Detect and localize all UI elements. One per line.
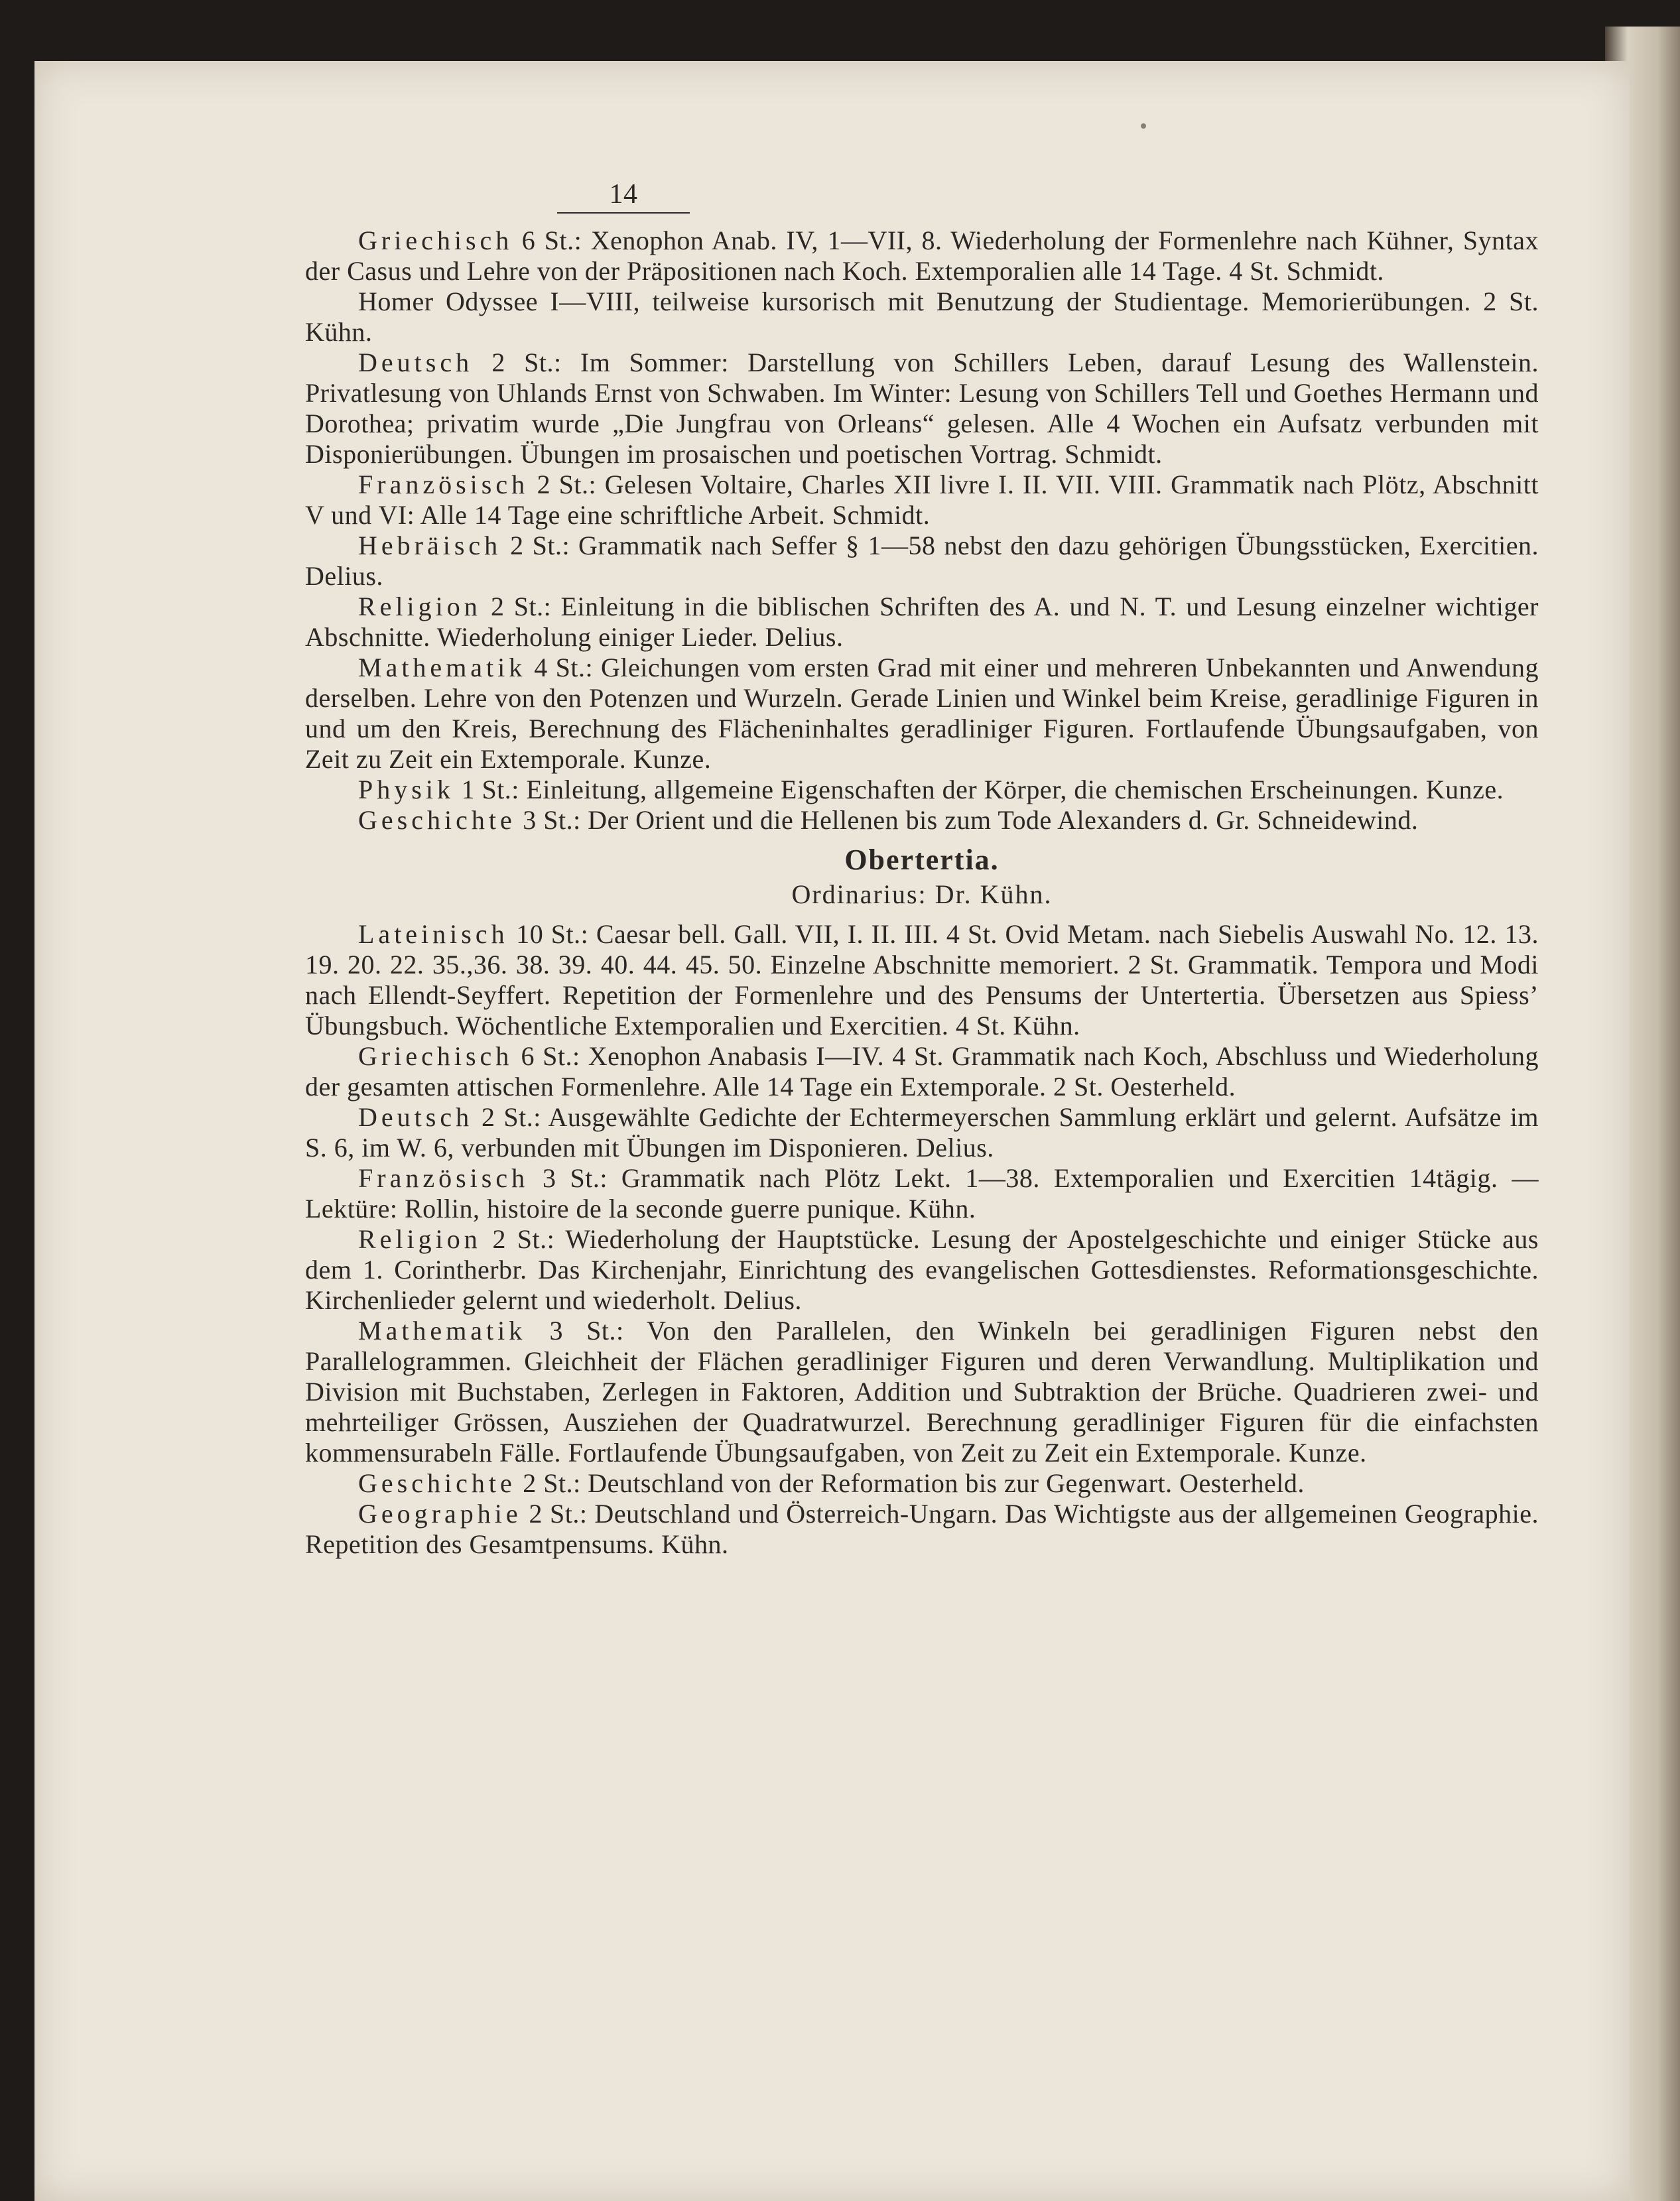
paragraph-griechisch — [305, 1041, 1539, 1102]
subject-label: Französisch — [358, 470, 529, 499]
subject-label: Mathematik — [358, 1316, 527, 1346]
paragraph-text: 2 St.: Deutschland von der Reformation bis zur Gegenwart. Oesterheld. — [515, 1468, 1305, 1498]
paragraph-religion — [305, 592, 1539, 653]
paragraph-text: 2 St.: Einleitung in die biblischen Schriften des A. und N. T. und Lesung einzelner wichtiger Abschnitte. Wiederholung einiger Lieder. Delius. — [305, 592, 1539, 652]
paragraph-text: 2 St.: Deutschland und Österreich-Ungarn. Das Wichtigste aus der allgemeinen Geographie. Repetition des Gesamtpensums. Kühn. — [305, 1499, 1539, 1559]
paragraph-text: 1 St.: Einleitung, allgemeine Eigenschaften der Körper, die chemischen Erscheinungen. Kunze. — [454, 775, 1504, 804]
subject-label: Griechisch — [358, 225, 513, 255]
paragraph-physik — [305, 775, 1539, 805]
obertertia-section — [305, 919, 1539, 1560]
subject-label: Mathematik — [358, 653, 527, 682]
subject-label: Physik — [358, 775, 454, 804]
paragraph-lateinisch — [305, 919, 1539, 1041]
subject-label: Geschichte — [358, 1468, 516, 1498]
paragraph-religion — [305, 1224, 1539, 1316]
paragraph-hebraeisch — [305, 531, 1539, 592]
subject-label: Französisch — [358, 1163, 529, 1193]
paragraph-text: 2 St.: Im Sommer: Darstellung von Schillers Leben, darauf Lesung des Wallenstein. Privatlesung von Uhlands Ernst von Schwaben. Im Winter: Lesung von Schillers Tell und Goethes Hermann und Dorothea; privatim wurde „Die Jungfrau von Orleans“ gelesen. Alle 4 Wochen ein Aufsatz verbunden mit Disponierübungen. Übungen im prosaischen und poetischen Vortrag. Schmidt. — [305, 347, 1539, 469]
paragraph-text: 3 St.: Von den Parallelen, den Winkeln bei geradlinigen Figuren nebst den Parallelogrammen. Gleichheit der Flächen geradliniger Figuren und deren Verwandlung. Multiplikation und Division mit Buchstaben, Zerlegen in Faktoren, Addition und Subtraktion der Brüche. Quadrieren zwei- und mehrteiliger Grössen, Ausziehen der Quadratwurzel. Berechnung geradliniger Figuren für die einfachsten kommensurabeln Fälle. Fortlaufende Übungsaufgaben, von Zeit zu Zeit ein Extemporale. Kunze. — [305, 1316, 1539, 1468]
ordinarius-line: Ordinarius: Dr. Kühn. — [791, 879, 1053, 909]
paragraph-text: 2 St.: Ausgewählte Gedichte der Echtermeyerschen Sammlung erklärt und gelernt. Aufsätze im S. 6, im W. 6, verbunden mit Übungen im Disponieren. Delius. — [305, 1102, 1539, 1163]
page-number: 14 — [557, 179, 690, 214]
paragraph-geschichte — [305, 1468, 1539, 1499]
paragraph-deutsch — [305, 1102, 1539, 1163]
paragraph-franzoesisch — [305, 1163, 1539, 1224]
paragraph-text: 2 St.: Gelesen Voltaire, Charles XII livre I. II. VII. VIII. Grammatik nach Plötz, Abschnitt V und VI: Alle 14 Tage eine schriftliche Arbeit. Schmidt. — [305, 470, 1539, 530]
paragraph-deutsch — [305, 347, 1539, 470]
subject-label: Geographie — [358, 1499, 522, 1529]
paragraph-text: 3 St.: Der Orient und die Hellenen bis zum Tode Alexanders d. Gr. Schneidewind. — [515, 805, 1419, 835]
paragraph-text: 4 St.: Gleichungen vom ersten Grad mit einer und mehreren Unbekannten und Anwendung derselben. Lehre von den Potenzen und Wurzeln. Gerade Linien und Winkel beim Kreise, geradlinige Figuren in und um den Kreis, Berechnung des Flächeninhaltes geradliniger Figuren. Fortlaufende Übungsaufgaben, von Zeit zu Zeit ein Extemporale. Kunze. — [305, 653, 1539, 774]
paragraph-text: 10 St.: Caesar bell. Gall. VII, I. II. III. 4 St. Ovid Metam. nach Siebelis Auswahl No. 12. 13. 19. 20. 22. 35.,36. 38. 39. 40. 44. 45. 50. Einzelne Abschnitte memoriert. 2 St. Grammatik. Tempora und Modi nach Ellendt-Seyffert. Repetition der Formenlehre und des Pensums der Untertertia. Übersetzen aus Spiess’ Übungsbuch. Wöchentliche Extemporalien und Exercitien. 4 St. Kühn. — [305, 919, 1539, 1040]
subject-label: Griechisch — [358, 1041, 513, 1071]
subject-label: Religion — [358, 1224, 482, 1254]
subject-label: Religion — [358, 592, 482, 621]
paragraph-geschichte — [305, 805, 1539, 836]
paragraph-text: 2 St.: Wiederholung der Hauptstücke. Lesung der Apostelgeschichte und einiger Stücke aus dem 1. Corintherbr. Das Kirchenjahr, Einrichtung des evangelischen Gottesdienstes. Reformationsgeschichte. Kirchenlieder gelernt und wiederholt. Delius. — [305, 1224, 1539, 1315]
subject-label: Lateinisch — [358, 919, 509, 949]
paragraph-text: Homer Odyssee I—VIII, teilweise kursorisch mit Benutzung der Studientage. Memorierübungen. 2 St. Kühn. — [305, 286, 1539, 347]
subject-label: Geschichte — [358, 805, 516, 835]
paragraph-mathematik — [305, 1316, 1539, 1468]
paragraph-text: 6 St.: Xenophon Anabasis I—IV. 4 St. Grammatik nach Koch, Abschluss und Wiederholung der gesamten attischen Formenlehre. Alle 14 Tage ein Extemporale. 2 St. Oesterheld. — [305, 1041, 1539, 1101]
paragraph-mathematik — [305, 653, 1539, 775]
paragraph-homer — [305, 286, 1539, 347]
paragraph-griechisch — [305, 225, 1539, 286]
page-content — [305, 179, 1539, 1560]
section-title: Obertertia. — [844, 844, 1000, 876]
ink-speck — [1141, 123, 1146, 129]
paragraph-franzoesisch — [305, 470, 1539, 531]
paragraph-text: 6 St.: Xenophon Anab. IV, 1—VII, 8. Wiederholung der Formenlehre nach Kühner, Syntax der Casus und Lehre von der Präpositionen nach Koch. Extemporalien alle 14 Tage. 4 St. Schmidt. — [305, 225, 1539, 286]
subject-label: Deutsch — [358, 1102, 474, 1132]
paragraph-geographie — [305, 1499, 1539, 1560]
subject-label: Deutsch — [358, 347, 474, 377]
paragraph-text: 3 St.: Grammatik nach Plötz Lekt. 1—38. Extemporalien und Exercitien 14tägig. — Lektüre: Rollin, histoire de la seconde guerre punique. Kühn. — [305, 1163, 1539, 1224]
top-section — [305, 225, 1539, 836]
subject-label: Hebräisch — [358, 531, 502, 560]
paragraph-text: 2 St.: Grammatik nach Seffer § 1—58 nebst den dazu gehörigen Übungsstücken, Exercitien. Delius. — [305, 531, 1539, 591]
